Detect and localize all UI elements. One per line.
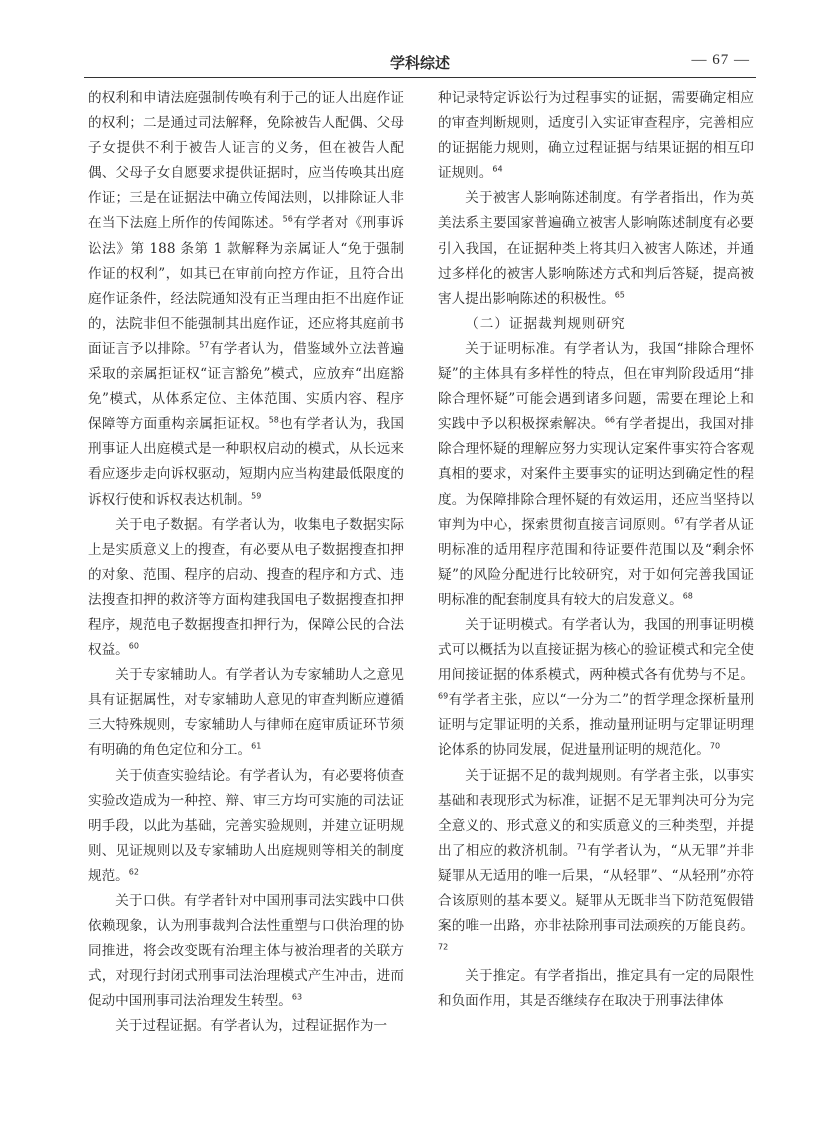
footnote-marker: 63 [291, 992, 303, 1002]
footnote-marker: 58 [268, 415, 279, 425]
footnote-marker: 56 [282, 214, 293, 224]
paragraph-process-evidence-continued: 种记录特定诉讼行为过程事实的证据，需要确定相应的审查判断规则，适度引入实证审查程序，完善相应的证据能力规则，确立过程证据与结果证据的相互印证规则。$^{64}$ [438, 90, 754, 182]
footnote-marker: 60 [128, 641, 139, 651]
footnote-marker: 69 [438, 691, 449, 701]
footnote-marker: 68 [682, 591, 693, 601]
paragraph-standard-of-proof: 关于证明标准。有学者认为，我国“排除合理怀疑”的主体具有多样性的特点，但在审判阶段适用“排除合理怀疑”可能会遇到诸多问题，需要在理论上和实践中予以积极探索解决。$^{66}$有学者提出，我国对排除合理怀疑的理解应努力实现认定案件事实符合客观真相的要求，对案件主要事实的证明达到确定性的程度。为保障排除合理怀疑的有效运用，还应当坚持以审判为中心，探索贯彻直接言词原则。$^{67}$有学者从证明标准的适用程序范围和待证要件范围以及“剩余怀疑”的风险分配进行比较研究，对于如何完善我国证明标准的配套制度具有较大的启发意义。$^{68}$ [438, 340, 755, 608]
paragraph-confession: 关于口供。有学者针对中国刑事司法实践中口供依赖现象，认为刑事裁判合法性重塑与口供治理的协同推进，将会改变既有治理主体与被治理者的关联方式，对现行封闭式刑事司法治理模式产生冲击，进而促动中国刑事司法治理发生转型。$^{63}$ [88, 893, 404, 1010]
left-column [88, 86, 404, 1040]
paragraph-witness-continued: 的权利和申请法庭强制传唤有利于己的证人出庭作证的权利；二是通过司法解释，免除被告人配偶、父母子女提供不利于被告人证言的义务，但在被告人配偶、父母子女自愿要求提供证据时，应当传唤其出庭作证；三是在证据法中确立传闻法则，以排除证人非在当下法庭上所作的传闻陈述。$^{56}$有学者对《刑事诉讼法》第 188 条第 1 款解释为亲属证人“免于强制作证的权利”，如其已在审前向控方作证，且符合出庭作证条件，经法院通知没有正当理由拒不出庭作证的，法院非但不能强制其出庭作证，还应将其庭前书面证言予以排除。$^{57}$有学者认为，借鉴域外立法普遍采取的亲属拒证权“证言豁免”模式，应放弃“出庭豁免”模式，从体系定位、主体范围、实质内容、程序保障等方面重构亲属拒证权。$^{58}$也有学者认为，我国刑事证人出庭模式是一种职权启动的模式，从长远来看应逐步走向诉权驱动，短期内应当构建最低限度的诉权行使和诉权表达机制。$^{59}$ [88, 90, 405, 508]
paragraph-victim-impact-statement: 关于被害人影响陈述制度。有学者指出，作为英美法系主要国家普遍确立被害人影响陈述制度有必要引入我国，在证据种类上将其归入被害人陈述，并通过多样化的被害人影响陈述方式和判后答疑，提高被害人提出影响陈述的积极性。$^{65}$ [438, 190, 754, 307]
section-heading: （二）证据裁判规则研究 [465, 315, 626, 332]
paragraph-proof-model: 关于证明模式。有学者认为，我国的刑事证明模式可以概括为以直接证据为核心的验证模式和完全使用间接证据的体系模式，两种模式各有优势与不足。$^{69}$有学者主张，应以“一分为二”的哲学理念探析量刑证明与定罪证明的关系，推动量刑证明与定罪证明理论体系的协同发展，促进量刑证明的规范化。$^{70}$ [438, 616, 754, 759]
right-column [438, 86, 754, 1014]
footnote-marker: 72 [438, 942, 449, 952]
paragraph-process-evidence: 关于过程证据。有学者认为，过程证据作为一 [115, 1018, 388, 1035]
footnote-marker: 61 [251, 741, 262, 751]
paragraph-insufficient-evidence: 关于证据不足的裁判规则。有学者主张，以事实基础和表现形式为标准，证据不足无罪判决可分为完全意义的、形式意义的和实质意义的三种类型，并提出了相应的救济机制。$^{71}$有学者认为，“从无罪”并非疑罪从无适用的唯一后果，“从轻罪”、“从轻刑”亦符合该原则的基本要义。疑罪从无既非当下防范冤假错案的唯一出路，亦非祛除刑事司法顽疾的万能良药。$^{72}$ [438, 767, 755, 952]
footnote-marker: 57 [199, 340, 210, 350]
paragraph-presumption: 关于推定。有学者指出，推定具有一定的局限性和负面作用，其是否继续存在取决于刑事法律体 [438, 968, 754, 1010]
footnote-marker: 67 [674, 516, 685, 526]
footnote-marker: 62 [128, 867, 139, 877]
footnote-marker: 64 [492, 164, 503, 174]
footnote-marker: 66 [604, 415, 615, 425]
footnote-marker: 65 [614, 290, 625, 300]
header-rule [84, 77, 756, 78]
paragraph-electronic-data: 关于电子数据。有学者认为，收集电子数据实际上是实质意义上的搜查，有必要从电子数据搜查扣押的对象、范围、程序的启动、搜查的程序和方式、违法搜查扣押的救济等方面构建我国电子数据搜查扣押程序，规范电子数据搜查扣押行为，保障公民的合法权益。$^{60}$ [88, 516, 404, 659]
journal-section-title: 学科综述 [389, 54, 450, 72]
paragraph-expert-assistant: 关于专家辅助人。有学者认为专家辅助人之意见具有证据属性，对专家辅助人意见的审查判断应遵循三大特殊规则，专家辅助人与律师在庭审质证环节须有明确的角色定位和分工。$^{61}$ [88, 667, 404, 759]
footnote-marker: 59 [251, 490, 262, 500]
paragraph-investigative-experiment: 关于侦查实验结论。有学者认为，有必要将侦查实验改造成为一种控、辩、审三方均可实施的司法证明手段，以此为基础，完善实验规则，并建立证明规则、见证规则以及专家辅助人出庭规则等相关的制度规范。$^{62}$ [88, 767, 404, 884]
footnote-marker: 71 [576, 842, 587, 852]
running-header [84, 50, 756, 78]
page-number: — 67 — [691, 52, 750, 68]
footnote-marker: 70 [709, 741, 721, 751]
